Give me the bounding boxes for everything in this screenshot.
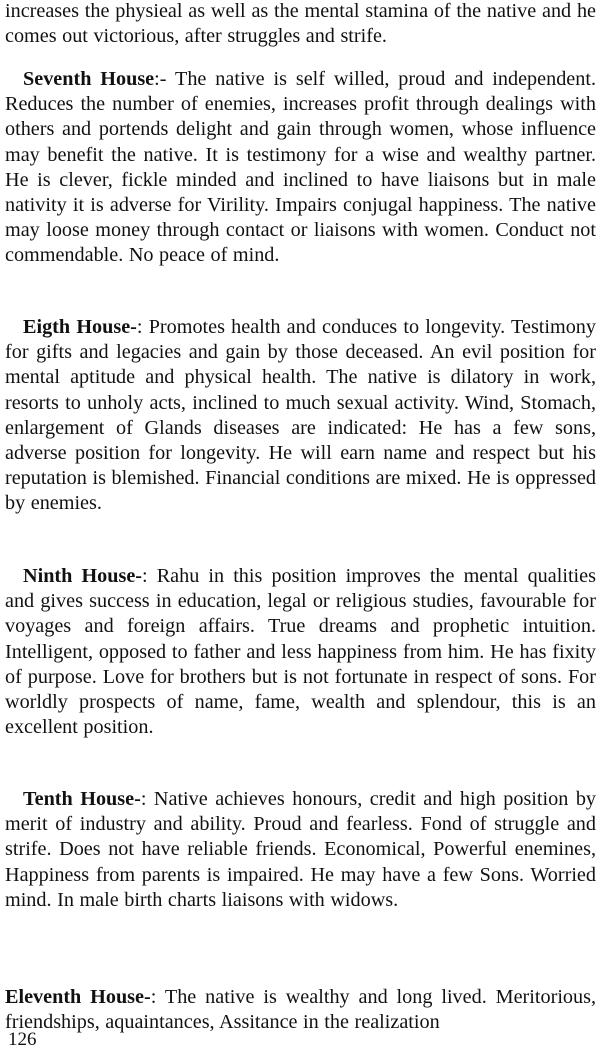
page-number: 126 bbox=[8, 1029, 37, 1050]
paragraph-body: :- The native is self willed, proud and independent. Reduces the number of enemies, increases profit through dealings with others and portends delight and gain through women, whose influence may benefit the native. It is testimony for a wise and wealthy partner. He is clever, fickle minded and inclined to have liaisons but in male nativity it is adverse for Virility. Impairs conjugal happiness. The native may loose money through contact or liaisons with women. Conduct not commendable. No peace of mind. bbox=[5, 68, 597, 267]
paragraph-body: : Promotes health and conduces to longevity. Testimony for gifts and legacies and gain by those deceased. An evil position for mental aptitude and physical health. The native is dilatory in work, resorts to unholy acts, inclined to much sexual activity. Wind, Stomach, enlargement of Glands diseases are indicated: He has a few sons, adverse position for longevity. He will earn name and respect but his reputation is blemished. Financial conditions are mixed. He is oppressed by enemies. bbox=[5, 316, 596, 515]
paragraph-heading: Tenth House- bbox=[23, 788, 141, 810]
paragraph-heading: Seventh House bbox=[23, 68, 155, 90]
paragraph-ninth-house bbox=[5, 564, 596, 740]
paragraph-heading: Eleventh House- bbox=[5, 986, 151, 1008]
paragraph-heading: Ninth House- bbox=[23, 565, 143, 587]
paragraph-eighth-house bbox=[5, 315, 596, 517]
paragraph-body: : Native achieves honours, credit and high position by merit of industry and ability. Proud and fearless. Fond of struggle and strife. Does not have reliable friends. Economical, Powerful enemines, Happiness from parents is impaired. He may have a few Sons. Worried mind. In male birth charts liaisons with widows. bbox=[5, 788, 597, 911]
paragraph-eleventh-house bbox=[5, 985, 596, 1035]
paragraph-body: : The native is wealthy and long lived. Meritorious, friendships, aquaintances, Assitance in the realization bbox=[5, 986, 597, 1034]
paragraph-body: increases the physieal as well as the mental stamina of the native and he comes out victorious, after struggles and strife. bbox=[5, 0, 596, 48]
paragraph-heading: Eigth House- bbox=[23, 316, 137, 338]
paragraph-body: : Rahu in this position improves the mental qualities and gives success in education, legal or religious studies, favourable for voyages and foreign affairs. True dreams and prophetic intuition. Intelligent, opposed to father and less happiness from him. He has fixity of purpose. Love for brothers but is not fortunate in respect of sons. For worldly prospects of name, fame, wealth and splendour, this is an excellent position. bbox=[5, 565, 596, 739]
paragraph-tenth-house bbox=[5, 787, 596, 913]
paragraph-seventh-house bbox=[5, 67, 596, 269]
paragraph-continuation bbox=[5, 0, 596, 49]
